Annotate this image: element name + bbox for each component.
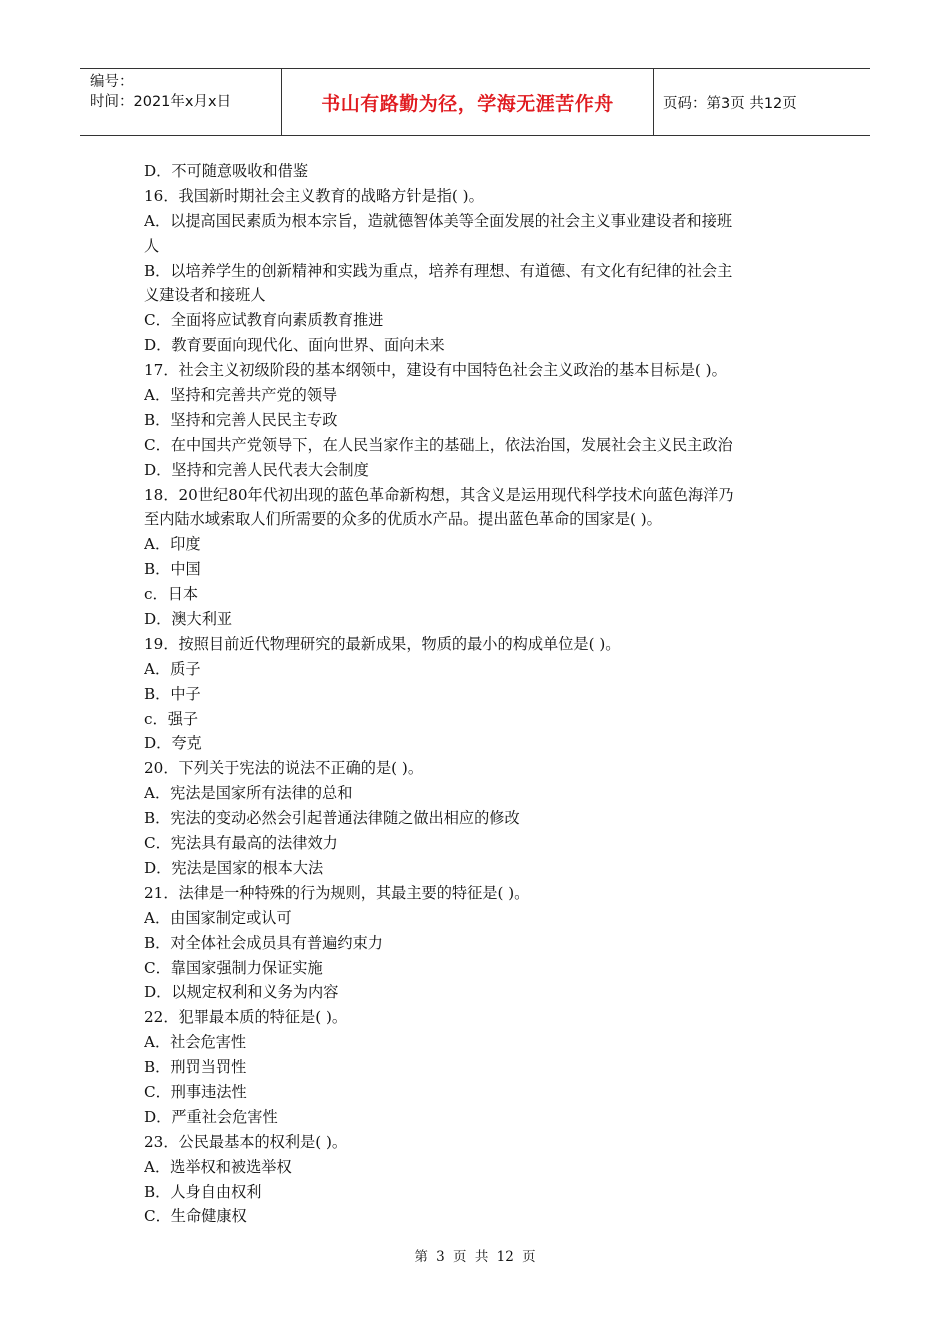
text-line: c．强子 <box>144 709 199 728</box>
text-line: D．教育要面向现代化、面向世界、面向未来 <box>144 336 445 355</box>
text-line: 17．社会主义初级阶段的基本纲领中，建设有中国特色社会主义政治的基本目标是( )。 <box>144 361 727 380</box>
text-line: A．由国家制定或认可 <box>144 908 292 927</box>
text-line: D．以规定权利和义务为内容 <box>144 983 339 1002</box>
text-line: A．社会危害性 <box>144 1033 247 1052</box>
text-line: C．在中国共产党领导下，在人民当家作主的基础上，依法治国，发展社会主义民主政治 <box>144 435 733 454</box>
page-footer: 第 3 页 共 12 页 <box>414 1249 536 1265</box>
text-line: D．宪法是国家的根本大法 <box>144 858 324 877</box>
text-line: 至内陆水域索取人们所需要的众多的优质水产品。提出蓝色革命的国家是( )。 <box>144 510 662 529</box>
text-line: A．坚持和完善共产党的领导 <box>144 386 338 405</box>
text-line: c．日本 <box>144 585 199 604</box>
page-label: 页码：第3页 共12页 <box>663 95 797 112</box>
text-line: D．夸克 <box>144 734 202 753</box>
text-line: 23．公民最基本的权利是( )。 <box>144 1132 348 1151</box>
text-line: A．印度 <box>144 535 201 554</box>
text-line: B．以培养学生的创新精神和实践为重点，培养有理想、有道德、有文化有纪律的社会主 <box>144 261 733 280</box>
text-line: B．坚持和完善人民民主专政 <box>144 410 338 429</box>
text-line: C．生命健康权 <box>144 1207 247 1226</box>
number-label: 编号： <box>90 74 134 90</box>
text-line: 19．按照目前近代物理研究的最新成果，物质的最小的构成单位是( )。 <box>144 634 621 653</box>
text-line: B．宪法的变动必然会引起普通法律随之做出相应的修改 <box>144 809 520 828</box>
time-label: 时间：2021年x月x日 <box>90 94 232 110</box>
text-line: D．不可随意吸收和借鉴 <box>144 162 309 180</box>
text-line: B．人身自由权利 <box>144 1182 262 1201</box>
text-line: B．中国 <box>144 560 201 579</box>
header-info <box>80 69 281 135</box>
text-line: 21．法律是一种特殊的行为规则，其最主要的特征是( )。 <box>144 883 530 902</box>
text-line: B．中子 <box>144 684 201 703</box>
text-line: A．以提高国民素质为根本宗旨，造就德智体美等全面发展的社会主义事业建设者和接班 <box>144 211 733 230</box>
text-line: 18．20世纪80年代初出现的蓝色革命新构想，其含义是运用现代科学技术向蓝色海洋乃 <box>144 485 734 504</box>
text-line: A．质子 <box>144 659 201 678</box>
text-line: B．刑罚当罚性 <box>144 1058 247 1077</box>
text-line: A．宪法是国家所有法律的总和 <box>144 784 353 803</box>
text-line: C．刑事违法性 <box>144 1082 247 1101</box>
text-line: 16．我国新时期社会主义教育的战略方针是指( )。 <box>144 186 484 205</box>
text-line: 人 <box>144 236 160 255</box>
text-line: 22．犯罪最本质的特征是( )。 <box>144 1008 348 1027</box>
motto: 书山有路勤为径，学海无涯苦作舟 <box>281 69 654 135</box>
text-line: C．宪法具有最高的法律效力 <box>144 834 338 853</box>
text-line: B．对全体社会成员具有普遍约束力 <box>144 933 383 952</box>
text-line: D．坚持和完善人民代表大会制度 <box>144 460 369 479</box>
text-line: 义建设者和接班人 <box>144 286 266 305</box>
text-line: D．澳大利亚 <box>144 610 233 629</box>
page-header <box>80 68 870 136</box>
document-body <box>144 159 814 1229</box>
text-line: C．靠国家强制力保证实施 <box>144 958 323 977</box>
text-line: D．严重社会危害性 <box>144 1107 278 1126</box>
text-line: A．选举权和被选举权 <box>144 1157 292 1176</box>
text-line: C．全面将应试教育向素质教育推进 <box>144 311 384 330</box>
text-line: 20．下列关于宪法的说法不正确的是( )。 <box>144 759 424 778</box>
